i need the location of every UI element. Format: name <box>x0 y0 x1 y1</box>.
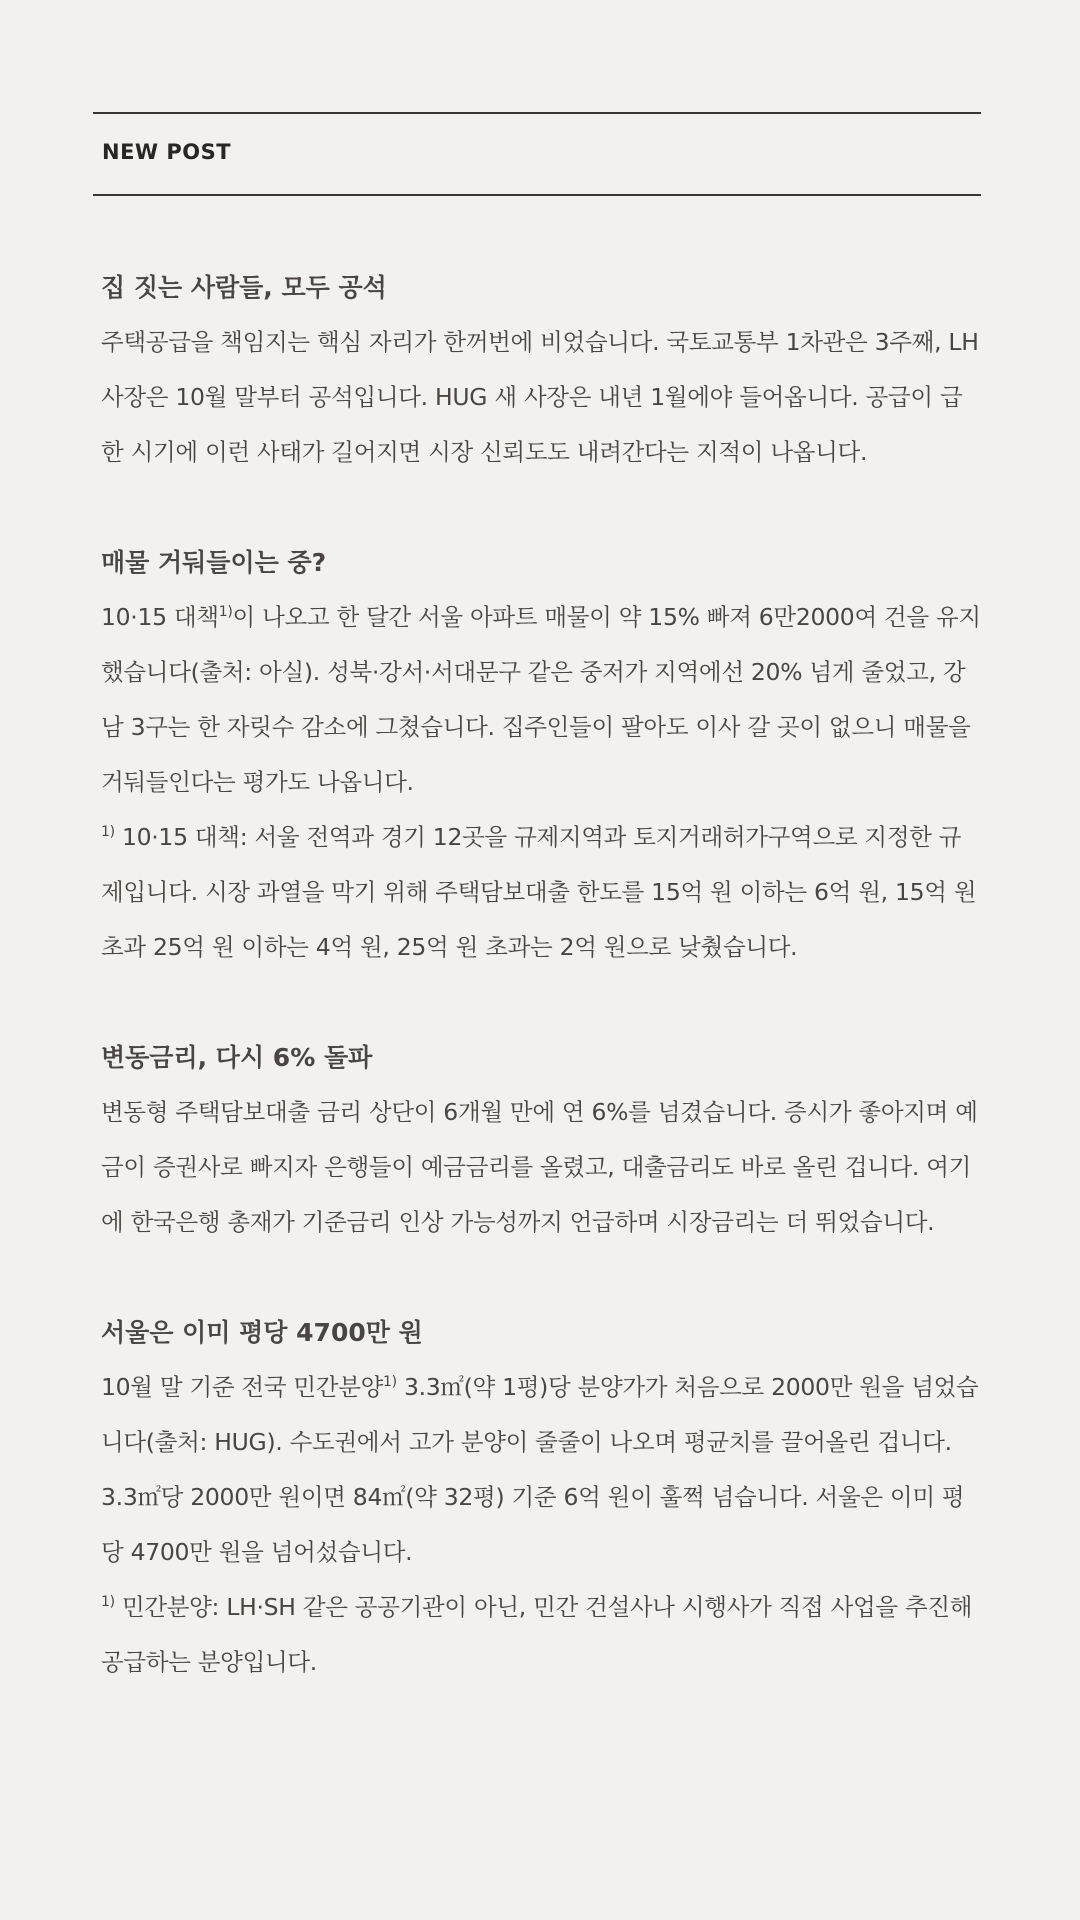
footnote-text: 민간분양: LH·SH 같은 공공기관이 아닌, 민간 건설사나 시행사가 직접 사업을 추진해 공급하는 분양입니다. <box>101 1593 973 1676</box>
section-title: 변동금리, 다시 6% 돌파 <box>101 1043 373 1072</box>
footnote-text: 10·15 대책: 서울 전역과 경기 12곳을 규제지역과 토지거래허가구역으로 지정한 규제입니다. 시장 과열을 막기 위해 주택담보대출 한도를 15억 원 이하는 6억 원, 15억 원 초과 25억 원 이하는 4억 원, 25억 원 초과는 2억 원으로 낮췄습니다. <box>101 823 977 961</box>
section-paragraph: 변동형 주택담보대출 금리 상단이 6개월 만에 연 6%를 넘겼습니다. 증시가 좋아지며 예금이 증권사로 빠지자 은행들이 예금금리를 올렸고, 대출금리도 바로 올린 겁니다. 여기에 한국은행 총재가 기준금리 인상 가능성까지 언급하며 시장금리는 더 뛰었습니다. <box>101 1098 978 1236</box>
article-body <box>101 260 981 1745</box>
post-header <box>93 112 981 196</box>
section-seoul-price <box>101 1305 981 1690</box>
footnote <box>101 810 981 975</box>
header-label: NEW POST <box>102 140 232 164</box>
paragraph-text: 3.3㎡(약 1평)당 분양가가 처음으로 2000만 원을 넘었습니다(출처: HUG). 수도권에서 고가 분양이 줄줄이 나오며 평균치를 끌어올린 겁니다. 3.3㎡당 2000만 원이면 84㎡(약 32평) 기준 6억 원이 훌쩍 넘습니다. 서울은 이미 평당 4700만 원을 넘어섰습니다. <box>101 1373 979 1566</box>
section-title: 서울은 이미 평당 4700만 원 <box>101 1318 423 1347</box>
section-vacant-posts <box>101 260 981 480</box>
footnote-marker: 1) <box>383 1374 397 1390</box>
section-paragraph <box>101 1360 981 1580</box>
paragraph-text: 이 나오고 한 달간 서울 아파트 매물이 약 15% 빠져 6만2000여 건을 유지했습니다(출처: 아실). 성북·강서·서대문구 같은 중저가 지역에선 20% 넘게 줄었고, 강남 3구는 한 자릿수 감소에 그쳤습니다. 집주인들이 팔아도 이사 갈 곳이 없으니 매물을 거둬들인다는 평가도 나옵니다. <box>101 603 981 796</box>
footnote-marker: 1) <box>101 1594 115 1610</box>
paragraph-text: 10·15 대책 <box>101 603 219 631</box>
footnote <box>101 1580 981 1690</box>
section-paragraph: 주택공급을 책임지는 핵심 자리가 한꺼번에 비었습니다. 국토교통부 1차관은 3주째, LH 사장은 10월 말부터 공석입니다. HUG 새 사장은 내년 1월에야 들어옵니다. 공급이 급한 시기에 이런 사태가 길어지면 시장 신뢰도도 내려간다는 지적이 나옵니다. <box>101 328 979 466</box>
section-title: 집 짓는 사람들, 모두 공석 <box>101 273 387 302</box>
footnote-marker: 1) <box>218 604 233 620</box>
section-paragraph <box>101 590 981 810</box>
footnote-marker: 1) <box>101 824 115 840</box>
section-listings <box>101 535 981 975</box>
paragraph-text: 10월 말 기준 전국 민간분양 <box>101 1373 383 1401</box>
section-variable-rate <box>101 1030 981 1250</box>
section-title: 매물 거둬들이는 중? <box>101 548 327 577</box>
